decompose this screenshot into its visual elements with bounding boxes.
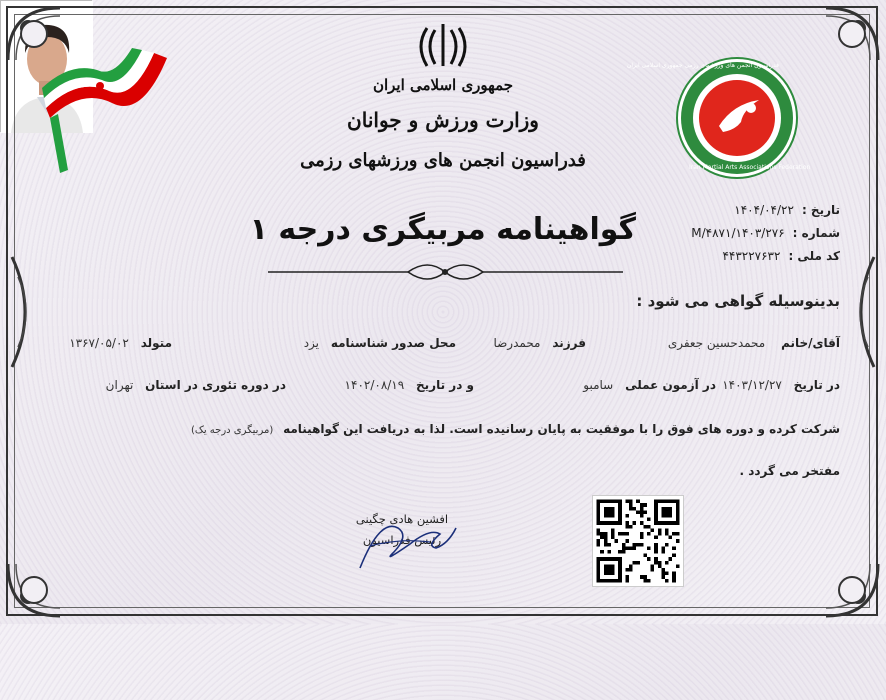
issue-place-field: محل صدور شناسنامه یزد xyxy=(303,336,456,350)
federation-name: فدراسیون انجمن های ورزشهای رزمی xyxy=(300,150,586,171)
completion-text: شرکت کرده و دوره های فوق را با موفقیت به پایان رسانیده است. لذا به دریافت این گواهینامه (مربیگری درجه یک) xyxy=(190,422,840,436)
meta-national-code: کد ملی :۴۴۳۲۲۷۶۳۲ xyxy=(722,249,840,263)
name-field: آقای/خانم محمدحسین جعفری xyxy=(667,336,840,350)
title-divider-ornament xyxy=(268,262,623,282)
side-ornament-right xyxy=(838,257,878,367)
corner-ornament-bottom-left xyxy=(0,554,70,624)
signatory-role: رئیس فدراسیون xyxy=(362,533,442,547)
signature-scribble xyxy=(340,498,460,574)
federation-logo xyxy=(626,56,811,180)
corner-ornament-top-right xyxy=(816,0,886,70)
ministry-name: وزارت ورزش و جوانان xyxy=(347,108,539,132)
iran-emblem-icon xyxy=(415,20,471,70)
iran-flag-icon xyxy=(42,48,172,178)
intro-text: بدینوسیله گواهی می شود : xyxy=(636,292,840,310)
logo-ring-text-fa: فدراسیون انجمن های ورزشهای رزمی جمهوری اسلامی ایران xyxy=(626,62,779,69)
birth-field: متولد ۱۳۶۷/۰۵/۰۲ xyxy=(69,336,172,350)
republic-name: جمهوری اسلامی ایران xyxy=(372,76,514,94)
certificate-title: گواهینامه مربیگری درجه ۱ xyxy=(249,212,636,247)
meta-date: تاریخ :۱۴۰۴/۰۴/۲۲ xyxy=(734,203,840,217)
meta-number: شماره :۱۴۰۳/۲۷۶/M/۴۸۷۱ xyxy=(691,226,840,240)
signatory-name: افشین هادی چگینی xyxy=(355,512,449,526)
exam-date-field: در تاریخ ۱۴۰۳/۱۲/۲۷ xyxy=(722,378,840,392)
closing-text: مفتخر می گردد . xyxy=(739,464,840,478)
side-ornament-left xyxy=(8,257,48,367)
theory-province-field: در دوره تئوری در استان تهران xyxy=(105,378,286,392)
practical-field: در آزمون عملی سامبو xyxy=(583,378,716,392)
corner-ornament-bottom-right xyxy=(816,554,886,624)
logo-ring-text-en: Iran Martial Arts Associations Federation xyxy=(689,164,811,171)
qr-code[interactable] xyxy=(592,495,684,587)
father-field: فرزند محمدرضا xyxy=(493,336,586,350)
theory-date-field: و در تاریخ ۱۴۰۲/۰۸/۱۹ xyxy=(344,378,474,392)
